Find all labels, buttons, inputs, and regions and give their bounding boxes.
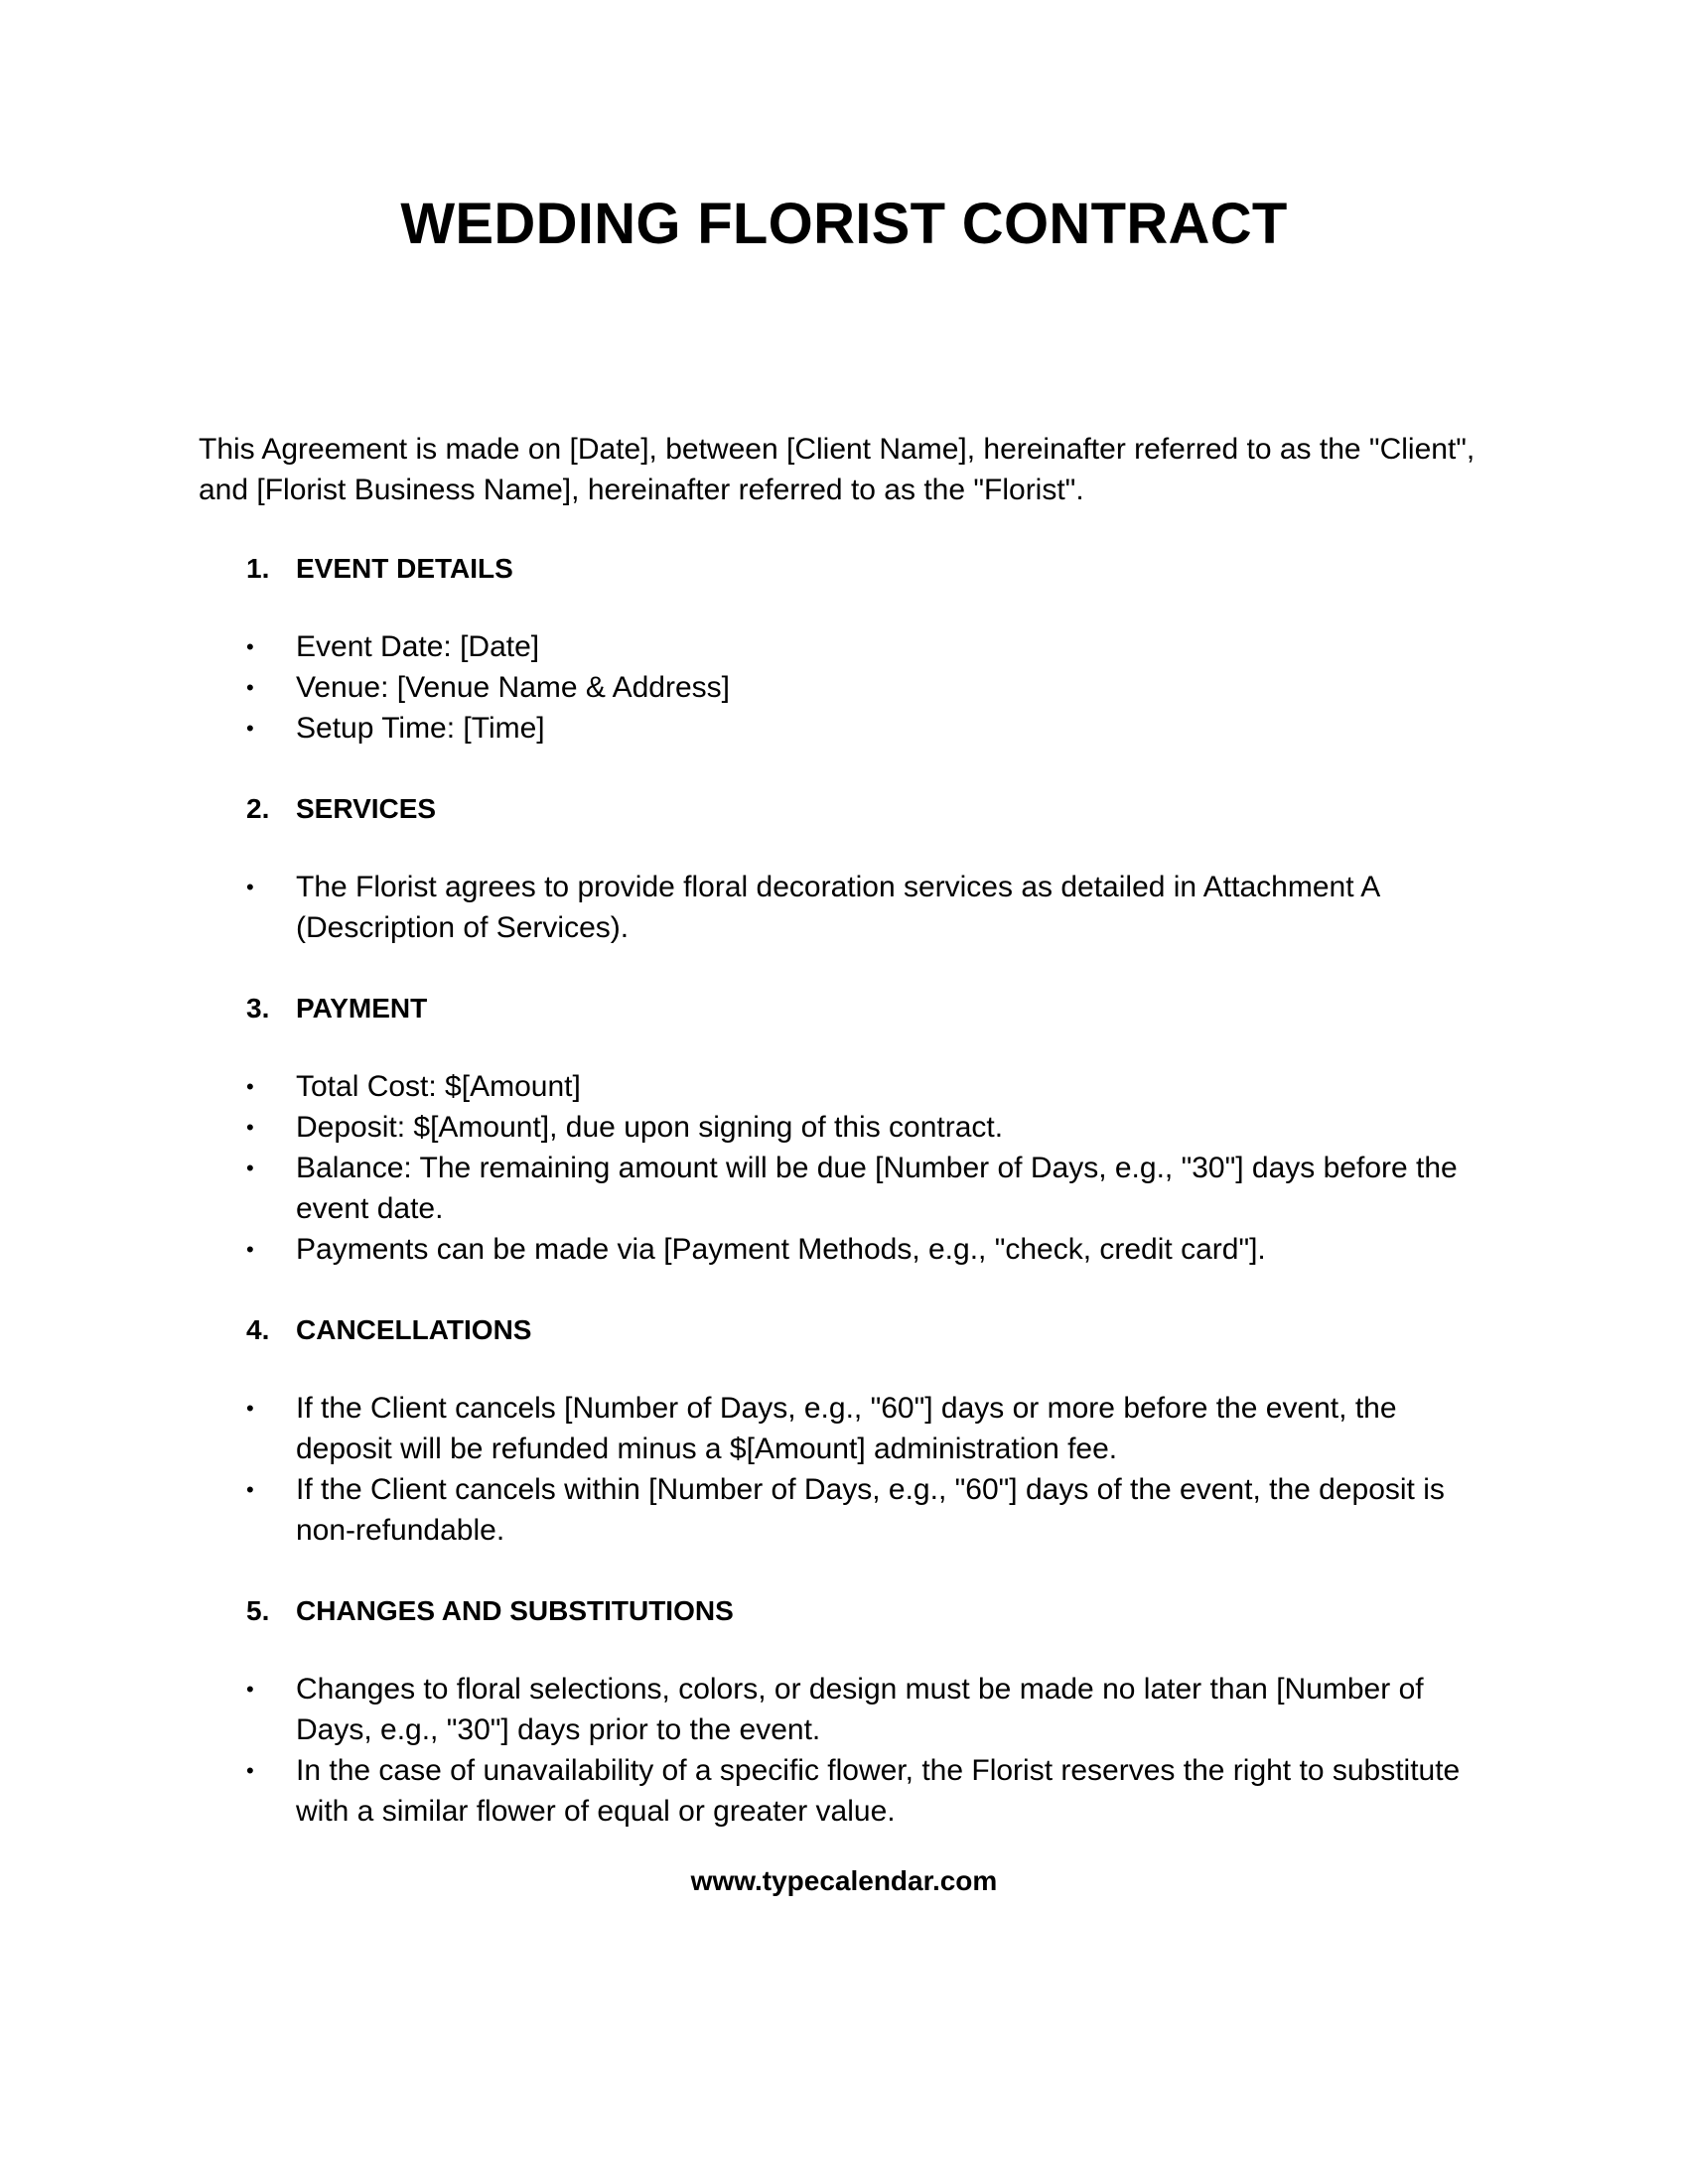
bullet-icon: • [246, 1237, 254, 1262]
bullet-icon: • [246, 1074, 254, 1099]
section-heading [199, 788, 1499, 829]
list-item-text: If the Client cancels [Number of Days, e.g., "60"] days or more before the event, the deposit will be refunded minus a $[Amount] administration fee. [296, 1392, 1397, 1465]
list-item [199, 1148, 1499, 1229]
bullet-icon: • [246, 1115, 254, 1140]
bullet-icon: • [246, 675, 254, 700]
section-number: 5. [246, 1595, 270, 1626]
list-item [199, 1229, 1499, 1270]
list-item-text: Venue: [Venue Name & Address] [296, 671, 730, 704]
section-title: SERVICES [296, 793, 437, 824]
section-title: CHANGES AND SUBSTITUTIONS [296, 1595, 734, 1626]
list-item-text: Deposit: $[Amount], due upon signing of this contract. [296, 1111, 1004, 1144]
bullet-icon: • [246, 1396, 254, 1421]
list-item [199, 1107, 1499, 1148]
list-item [199, 626, 1499, 667]
bullet-icon: • [246, 1156, 254, 1180]
section-cancellations [199, 1309, 1499, 1551]
section-heading [199, 1590, 1499, 1631]
list-item-text: Payments can be made via [Payment Methods, e.g., "check, credit card"]. [296, 1233, 1266, 1266]
section-number: 1. [246, 553, 270, 584]
bullet-icon: • [246, 1758, 254, 1783]
section-number: 4. [246, 1314, 270, 1345]
intro-paragraph: This Agreement is made on [Date], between [Client Name], hereinafter referred to as the "Client", and [Florist Business Name], hereinafter referred to as the "Florist". [199, 433, 1476, 506]
bullet-icon: • [246, 1677, 254, 1702]
bullet-list [199, 1669, 1499, 1832]
bullet-list [199, 867, 1499, 948]
list-item-text: If the Client cancels within [Number of Days, e.g., "60"] days of the event, the deposit is non-refundable. [296, 1473, 1445, 1547]
bullet-list [199, 626, 1499, 749]
list-item-text: Event Date: [Date] [296, 630, 540, 663]
section-number: 2. [246, 793, 270, 824]
document-title: WEDDING FLORIST CONTRACT [400, 192, 1288, 256]
section-title: EVENT DETAILS [296, 553, 513, 584]
section-number: 3. [246, 993, 270, 1024]
section-heading [199, 988, 1499, 1028]
list-item-text: Setup Time: [Time] [296, 712, 545, 745]
bullet-list [199, 1388, 1499, 1551]
list-item-text: In the case of unavailability of a specific flower, the Florist reserves the right to substitute with a similar flower of equal or greater value. [296, 1754, 1461, 1828]
list-item-text: Balance: The remaining amount will be due [Number of Days, e.g., "30"] days before the event date. [296, 1152, 1458, 1225]
bullet-icon: • [246, 716, 254, 741]
list-item [199, 1750, 1499, 1832]
list-item-text: Changes to floral selections, colors, or design must be made no later than [Number of Days, e.g., "30"] days prior to the event. [296, 1673, 1424, 1746]
section-event-details [199, 548, 1499, 749]
list-item [199, 1669, 1499, 1750]
footer-website-link[interactable]: www.typecalendar.com [690, 1865, 998, 1896]
list-item [199, 667, 1499, 708]
bullet-icon: • [246, 1477, 254, 1502]
section-payment [199, 988, 1499, 1270]
list-item-text: Total Cost: $[Amount] [296, 1070, 581, 1103]
section-title: PAYMENT [296, 993, 428, 1024]
contract-sections [199, 548, 1499, 1871]
bullet-icon: • [246, 634, 254, 659]
section-heading [199, 548, 1499, 589]
bullet-list [199, 1066, 1499, 1270]
list-item [199, 867, 1499, 948]
section-changes-substitutions [199, 1590, 1499, 1832]
section-title: CANCELLATIONS [296, 1314, 532, 1345]
list-item-text: The Florist agrees to provide floral decoration services as detailed in Attachment A (Description of Services). [296, 871, 1379, 944]
section-heading [199, 1309, 1499, 1350]
list-item [199, 1066, 1499, 1107]
list-item [199, 1469, 1499, 1551]
section-services [199, 788, 1499, 948]
bullet-icon: • [246, 875, 254, 899]
list-item [199, 1388, 1499, 1469]
list-item [199, 708, 1499, 749]
